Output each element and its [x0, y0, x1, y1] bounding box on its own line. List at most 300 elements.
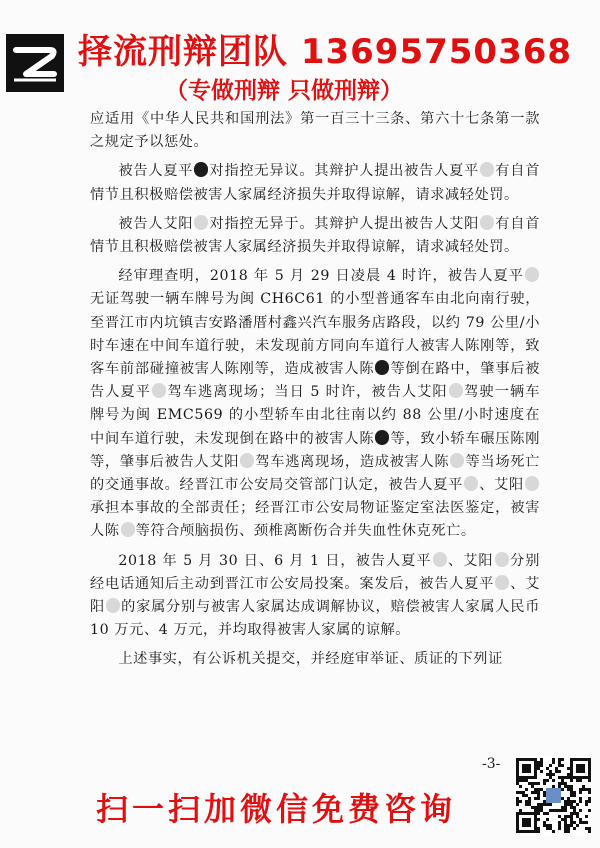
qr-module	[519, 758, 522, 761]
qr-module	[564, 827, 567, 830]
qr-module	[570, 761, 573, 764]
qr-module	[534, 776, 537, 779]
qr-module	[540, 764, 543, 767]
qr-module	[573, 794, 576, 797]
redaction-mark	[194, 215, 208, 230]
qr-module	[546, 824, 549, 827]
paragraph-evidence-intro	[90, 648, 540, 671]
qr-module	[570, 785, 573, 788]
qr-module	[579, 764, 582, 767]
qr-module	[516, 821, 519, 824]
qr-module	[579, 758, 582, 761]
qr-module	[579, 818, 582, 821]
text-run: 被告人夏平	[118, 163, 194, 180]
qr-module	[576, 764, 579, 767]
qr-module	[546, 767, 549, 770]
redaction-mark	[106, 598, 120, 613]
qr-module	[558, 827, 561, 830]
qr-module	[537, 797, 540, 800]
qr-module	[582, 821, 585, 824]
qr-module	[582, 776, 585, 779]
qr-module	[516, 797, 519, 800]
redaction-mark	[194, 162, 208, 177]
qr-module	[570, 794, 573, 797]
redaction-mark	[495, 552, 509, 567]
qr-module	[525, 764, 528, 767]
redaction-mark	[152, 383, 166, 398]
text-run: 驾驶一辆车牌号为闽 EMC569 的小型轿车由北往南以约 88 公里/小时速度在中间车道行驶，未发现倒在路中的被害人陈	[90, 384, 540, 447]
qr-module	[573, 809, 576, 812]
qr-module	[552, 785, 555, 788]
qr-module	[579, 809, 582, 812]
qr-module	[567, 776, 570, 779]
qr-module	[564, 800, 567, 803]
qr-module	[522, 818, 525, 821]
qr-module	[588, 791, 591, 794]
qr-module	[564, 782, 567, 785]
qr-module	[564, 821, 567, 824]
qr-module	[522, 794, 525, 797]
qr-module	[570, 818, 573, 821]
qr-module	[522, 767, 525, 770]
qr-module	[558, 824, 561, 827]
qr-module	[573, 758, 576, 761]
redaction-mark	[375, 430, 389, 445]
qr-module	[531, 830, 534, 833]
qr-module	[534, 788, 537, 791]
qr-module	[528, 803, 531, 806]
qr-module	[546, 818, 549, 821]
qr-module	[585, 827, 588, 830]
qr-module	[522, 830, 525, 833]
qr-module	[567, 803, 570, 806]
qr-module	[525, 788, 528, 791]
paragraph-facts	[90, 265, 540, 543]
qr-module	[540, 770, 543, 773]
qr-module	[537, 827, 540, 830]
qr-module	[579, 800, 582, 803]
qr-module	[570, 773, 573, 776]
qr-module	[522, 758, 525, 761]
qr-module	[534, 824, 537, 827]
text-run: 承担本事故的全部责任；经晋江市公安局物证鉴定室法医鉴定，被害人陈	[90, 500, 540, 540]
qr-module	[516, 767, 519, 770]
qr-module	[570, 758, 573, 761]
qr-module	[582, 767, 585, 770]
qr-module	[576, 770, 579, 773]
qr-module	[567, 830, 570, 833]
qr-module	[570, 767, 573, 770]
qr-module	[567, 797, 570, 800]
text-run: 上述事实，有公诉机关提交，并经庭审举证、质证的下列证	[118, 651, 503, 668]
text-run: 无证驾驶一辆车牌号为闽 CH6C61 的小型普通客车由北向南行驶，至晋江市内坑镇吉安路潘厝村鑫兴汽车服务店路段，以约 79 公里/小时车速在中间车道行驶，未发现前方同向车道行人被害人陈刚等，致客车前部碰撞被害人陈刚等，造成被害人陈	[90, 291, 540, 378]
qr-module	[522, 824, 525, 827]
qr-module	[585, 788, 588, 791]
qr-module	[522, 791, 525, 794]
redaction-mark	[495, 575, 509, 590]
qr-module	[588, 779, 591, 782]
qr-module	[516, 818, 519, 821]
qr-module	[519, 776, 522, 779]
qr-module	[561, 797, 564, 800]
qr-module	[543, 791, 546, 794]
qr-module	[573, 791, 576, 794]
qr-module	[552, 758, 555, 761]
qr-module	[570, 821, 573, 824]
qr-module	[540, 758, 543, 761]
qr-module	[537, 761, 540, 764]
text-run: 、艾阳	[90, 575, 541, 616]
qr-module	[543, 824, 546, 827]
qr-module	[561, 806, 564, 809]
qr-module	[540, 809, 543, 812]
text-run: 对指控无异于。其辩护人提出被告人艾阳	[209, 215, 480, 232]
qr-module	[516, 758, 519, 761]
qr-module	[549, 827, 552, 830]
qr-module	[537, 812, 540, 815]
qr-module	[570, 770, 573, 773]
qr-module	[546, 779, 549, 782]
qr-module	[588, 788, 591, 791]
qr-module	[567, 773, 570, 776]
redaction-mark	[433, 552, 447, 567]
qr-module	[531, 758, 534, 761]
qr-module	[525, 812, 528, 815]
qr-module	[540, 761, 543, 764]
qr-module	[516, 773, 519, 776]
text-run: 驾车逃离现场；当日 5 时许，被告人艾阳	[167, 384, 448, 401]
qr-module	[537, 818, 540, 821]
text-run: 等倒在路中，肇事后被告人夏平	[90, 361, 540, 401]
qr-module	[570, 764, 573, 767]
qr-module	[561, 788, 564, 791]
qr-module	[585, 821, 588, 824]
text-run: 2018 年 5 月 30 日、6 月 1 日，被告人夏平	[118, 552, 432, 569]
qr-module	[543, 800, 546, 803]
qr-module	[519, 779, 522, 782]
qr-module	[534, 818, 537, 821]
qr-module	[564, 830, 567, 833]
qr-module	[588, 827, 591, 830]
qr-module	[528, 776, 531, 779]
redaction-mark	[525, 267, 539, 282]
qr-avatar	[546, 788, 561, 803]
qr-module	[537, 767, 540, 770]
qr-module	[561, 779, 564, 782]
qr-module	[516, 776, 519, 779]
qr-module	[522, 812, 525, 815]
qr-module	[549, 824, 552, 827]
qr-module	[573, 812, 576, 815]
qr-module	[516, 761, 519, 764]
redaction-mark	[450, 453, 464, 468]
qr-module	[534, 797, 537, 800]
qr-module	[525, 776, 528, 779]
qr-module	[561, 764, 564, 767]
qr-module	[588, 809, 591, 812]
qr-module	[561, 818, 564, 821]
qr-module	[534, 764, 537, 767]
qr-module	[534, 758, 537, 761]
qr-module	[516, 770, 519, 773]
qr-module	[534, 773, 537, 776]
qr-module	[573, 821, 576, 824]
qr-module	[516, 791, 519, 794]
text-run: 经审理查明，2018 年 5 月 29 日凌晨 4 时许，被告人夏平	[118, 268, 524, 285]
qr-module	[543, 782, 546, 785]
qr-module	[528, 821, 531, 824]
qr-module	[534, 791, 537, 794]
qr-module	[567, 827, 570, 830]
qr-module	[558, 761, 561, 764]
qr-module	[525, 767, 528, 770]
text-run: 对指控无异议。其辩护人提出被告人夏平	[209, 163, 480, 180]
qr-module	[567, 815, 570, 818]
page-number: -3-	[482, 756, 501, 772]
qr-module	[564, 818, 567, 821]
qr-module	[531, 812, 534, 815]
redaction-mark	[449, 383, 463, 398]
qr-module	[576, 815, 579, 818]
qr-module	[558, 785, 561, 788]
qr-module	[537, 806, 540, 809]
text-run: 、艾阳	[479, 477, 524, 494]
law-firm-logo	[6, 34, 64, 92]
qr-module	[552, 809, 555, 812]
qr-module	[570, 815, 573, 818]
qr-module	[534, 830, 537, 833]
banner-subtitle: （专做刑辩 只做刑辩）	[165, 78, 404, 104]
qr-module	[579, 797, 582, 800]
qr-module	[534, 770, 537, 773]
qr-module	[588, 761, 591, 764]
qr-module	[519, 791, 522, 794]
qr-module	[537, 803, 540, 806]
qr-module	[573, 776, 576, 779]
paragraph-surrender	[90, 550, 540, 643]
qr-module	[528, 782, 531, 785]
qr-module	[576, 812, 579, 815]
qr-module	[516, 782, 519, 785]
qr-module	[579, 791, 582, 794]
qr-module	[576, 803, 579, 806]
redaction-mark	[480, 215, 494, 230]
qr-module	[537, 764, 540, 767]
qr-module	[516, 779, 519, 782]
qr-module	[588, 773, 591, 776]
qr-module	[516, 827, 519, 830]
qr-module	[588, 770, 591, 773]
qr-module	[564, 806, 567, 809]
text-run: 有自首情节且积极赔偿被害人家属经济损失并取得谅解，请求减轻处罚。	[90, 215, 540, 256]
qr-module	[588, 800, 591, 803]
qr-module	[576, 767, 579, 770]
qr-module	[558, 776, 561, 779]
qr-module	[588, 764, 591, 767]
text-run: 、艾阳	[447, 552, 494, 569]
document-body	[90, 108, 540, 678]
qr-module	[564, 815, 567, 818]
qr-module	[570, 788, 573, 791]
qr-module	[552, 773, 555, 776]
qr-module	[525, 818, 528, 821]
qr-module	[573, 827, 576, 830]
qr-module	[576, 779, 579, 782]
qr-module	[564, 824, 567, 827]
qr-module	[588, 758, 591, 761]
qr-module	[555, 770, 558, 773]
qr-module	[525, 758, 528, 761]
qr-module	[519, 809, 522, 812]
qr-module	[564, 809, 567, 812]
qr-module	[543, 812, 546, 815]
qr-module	[534, 782, 537, 785]
qr-module	[525, 779, 528, 782]
qr-module	[570, 812, 573, 815]
qr-module	[516, 800, 519, 803]
qr-module	[534, 812, 537, 815]
qr-module	[570, 791, 573, 794]
qr-module	[582, 764, 585, 767]
qr-module	[552, 761, 555, 764]
qr-module	[525, 794, 528, 797]
qr-module	[525, 800, 528, 803]
qr-module	[537, 788, 540, 791]
qr-module	[519, 785, 522, 788]
qr-module	[585, 800, 588, 803]
qr-module	[576, 824, 579, 827]
qr-module	[570, 800, 573, 803]
qr-module	[558, 782, 561, 785]
qr-module	[570, 776, 573, 779]
qr-module	[588, 830, 591, 833]
qr-module	[543, 803, 546, 806]
qr-module	[564, 803, 567, 806]
qr-module	[525, 803, 528, 806]
qr-module	[534, 806, 537, 809]
qr-module	[534, 809, 537, 812]
qr-module	[519, 800, 522, 803]
qr-module	[564, 776, 567, 779]
qr-module	[537, 794, 540, 797]
text-run: 等当场死亡的交通事故。经晋江市公安局交管部门认定，被告人夏平	[90, 453, 540, 494]
qr-module	[528, 764, 531, 767]
qr-module	[552, 830, 555, 833]
text-run: 分别经电话通知后主动到晋江市公安局投案。案发后，被告人夏平	[90, 552, 541, 592]
qr-module	[570, 806, 573, 809]
qr-module	[540, 803, 543, 806]
qr-module	[564, 785, 567, 788]
qr-module	[567, 788, 570, 791]
qr-module	[567, 785, 570, 788]
qr-module	[549, 773, 552, 776]
qr-module	[534, 815, 537, 818]
qr-module	[519, 830, 522, 833]
qr-module	[534, 827, 537, 830]
qr-module	[570, 824, 573, 827]
qr-module	[546, 827, 549, 830]
qr-module	[534, 767, 537, 770]
qr-module	[528, 767, 531, 770]
qr-module	[567, 824, 570, 827]
qr-module	[552, 779, 555, 782]
qr-module	[522, 779, 525, 782]
qr-module	[567, 800, 570, 803]
qr-module	[570, 779, 573, 782]
qr-module	[549, 770, 552, 773]
qr-module	[549, 803, 552, 806]
qr-module	[579, 770, 582, 773]
qr-module	[585, 758, 588, 761]
qr-module	[525, 830, 528, 833]
qr-module	[519, 812, 522, 815]
qr-module	[588, 797, 591, 800]
qr-module	[555, 809, 558, 812]
qr-module	[525, 821, 528, 824]
qr-module	[558, 815, 561, 818]
wechat-qr-code[interactable]	[514, 756, 592, 836]
qr-module	[582, 758, 585, 761]
text-run: 等，致小轿车碾压陈刚等，肇事后被告人艾阳	[90, 430, 540, 470]
qr-module	[531, 776, 534, 779]
qr-module	[516, 815, 519, 818]
qr-module	[585, 815, 588, 818]
qr-module	[543, 821, 546, 824]
qr-module	[528, 830, 531, 833]
qr-module	[576, 776, 579, 779]
qr-module	[528, 824, 531, 827]
redaction-mark	[121, 522, 135, 537]
qr-module	[579, 776, 582, 779]
qr-module	[561, 776, 564, 779]
redaction-mark	[525, 476, 539, 491]
qr-module	[522, 776, 525, 779]
banner-title: 择流刑辩团队 13695750368	[78, 32, 573, 72]
paragraph-defendant-xia	[90, 160, 540, 206]
qr-module	[588, 767, 591, 770]
qr-module	[537, 791, 540, 794]
qr-module	[531, 782, 534, 785]
qr-module	[585, 803, 588, 806]
qr-module	[579, 779, 582, 782]
text-run: 等符合颅脑损伤、颈椎离断伤合并失血性休克死亡。	[135, 523, 476, 540]
qr-module	[531, 791, 534, 794]
qr-module	[531, 785, 534, 788]
qr-module	[585, 776, 588, 779]
qr-module	[516, 803, 519, 806]
qr-module	[567, 767, 570, 770]
qr-module	[573, 800, 576, 803]
qr-module	[540, 806, 543, 809]
qr-module	[528, 797, 531, 800]
qr-module	[558, 809, 561, 812]
qr-module	[579, 821, 582, 824]
text-run: 应适用《中华人民共和国刑法》第一百三十三条、第六十七条第一款之规定予以惩处。	[90, 111, 540, 151]
paragraph-defendant-ai	[90, 213, 540, 259]
qr-module	[543, 779, 546, 782]
qr-module	[537, 782, 540, 785]
qr-module	[558, 764, 561, 767]
qr-module	[573, 806, 576, 809]
redaction-mark	[375, 360, 389, 375]
qr-module	[549, 776, 552, 779]
qr-module	[561, 809, 564, 812]
qr-module	[528, 818, 531, 821]
text-run: 的家属分别与被害人家属达成调解协议，赔偿被害人家属人民币 10 万元、4 万元，并均取得被害人家属的谅解。	[90, 599, 540, 639]
redaction-mark	[464, 476, 478, 491]
qr-module	[516, 824, 519, 827]
qr-module	[558, 821, 561, 824]
